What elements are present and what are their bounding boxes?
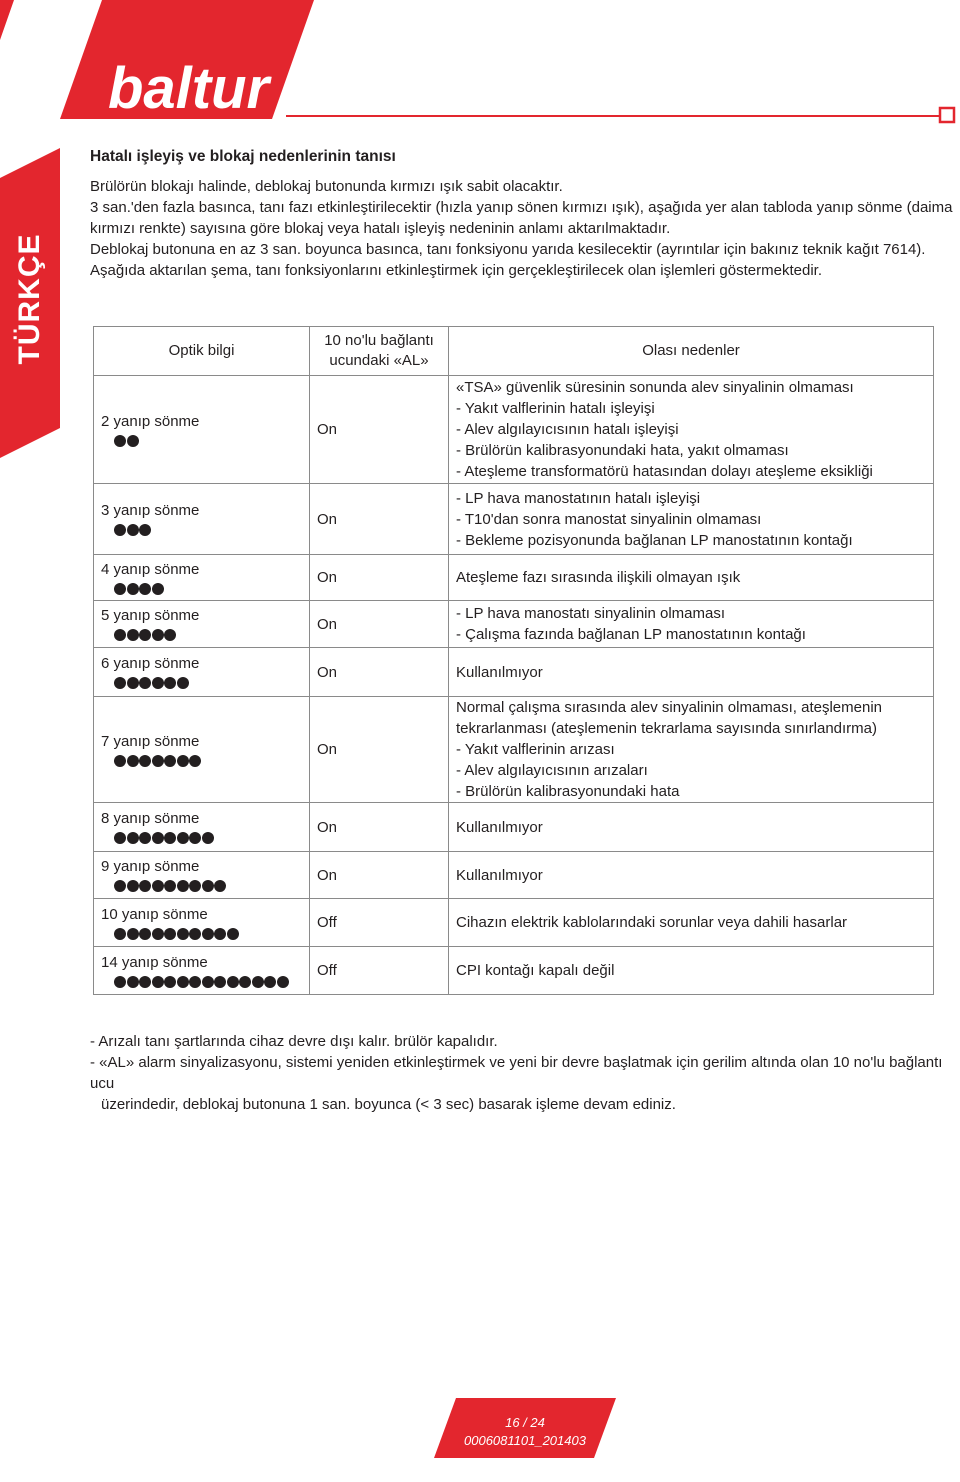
al-status-cell	[310, 648, 449, 697]
table-row	[94, 697, 934, 803]
flash-dot-icon	[227, 928, 239, 940]
flash-dot-icon	[164, 755, 176, 767]
al-status: On	[317, 510, 338, 528]
al-status-cell	[310, 947, 449, 995]
flash-dot-icon	[139, 832, 151, 844]
flash-dot-icon	[127, 928, 139, 940]
flash-dot-icon	[202, 832, 214, 844]
flash-dots	[101, 927, 309, 941]
causes-cell	[449, 899, 934, 947]
flash-dot-icon	[264, 976, 276, 988]
flash-dots	[101, 676, 309, 690]
flash-dot-icon	[139, 677, 151, 689]
flash-dot-icon	[127, 976, 139, 988]
cause-line: - Yakıt valflerinin arızası	[456, 741, 615, 758]
cause-line: - Bekleme pozisyonunda bağlanan LP manostatının kontağı	[456, 531, 853, 549]
optical-info-cell	[94, 484, 310, 555]
logo-text: baltur	[108, 56, 270, 121]
flash-dot-icon	[114, 832, 126, 844]
table-header-row	[94, 327, 934, 376]
flash-dot-icon	[127, 832, 139, 844]
table-row	[94, 852, 934, 899]
al-status: On	[317, 866, 338, 884]
flash-dot-icon	[177, 976, 189, 988]
intro-paragraph: Aşağıda aktarılan şema, tanı fonksiyonlarını etkinleştirmek için gerçekleştirilecek olan işlemleri göstermektedir.	[90, 262, 822, 279]
cause-line: - LP hava manostatının hatalı işleyişi	[456, 489, 701, 507]
flash-dot-icon	[214, 928, 226, 940]
cause-line: - Alev algılayıcısının arızaları	[456, 762, 648, 779]
flash-dot-icon	[189, 880, 201, 892]
flash-dot-icon	[114, 928, 126, 940]
note-line-continued: üzerindedir, deblokaj butonuna 1 san. boyunca (< 3 sec) basarak işleme devam ediniz.	[101, 1096, 676, 1113]
diagnostic-table	[93, 326, 934, 995]
flash-dot-icon	[164, 976, 176, 988]
flash-dot-icon	[152, 677, 164, 689]
table-row	[94, 803, 934, 852]
cause-line: Ateşleme fazı sırasında ilişkili olmayan ışık	[456, 569, 741, 586]
flash-count-label: 3 yanıp sönme	[101, 502, 200, 519]
optical-info-cell	[94, 697, 310, 803]
intro-paragraph: Deblokaj butonuna en az 3 san. boyunca basınca, tanı fonksiyonu yarıda kesilecektir (ayrıntılar için bakınız teknik kağıt 7614).	[90, 241, 926, 258]
table-row	[94, 648, 934, 697]
flash-dot-icon	[277, 976, 289, 988]
flash-dot-icon	[227, 976, 239, 988]
flash-dot-icon	[114, 755, 126, 767]
al-status: On	[317, 569, 338, 586]
flash-count-label: 7 yanıp sönme	[101, 732, 200, 750]
flash-dot-icon	[152, 755, 164, 767]
flash-dot-icon	[189, 755, 201, 767]
al-status-cell	[310, 899, 449, 947]
note-line: - «AL» alarm sinyalizasyonu, sistemi yeniden etkinleştirmek ve yeni bir devre başlatmak için gerilim altında olan 10 no'lu bağlantı ucu	[90, 1054, 943, 1092]
cause-line: Kullanılmıyor	[456, 818, 543, 836]
note-line: - Arızalı tanı şartlarında cihaz devre dışı kalır. brülör kapalıdır.	[90, 1033, 498, 1050]
flash-dot-icon	[127, 583, 139, 595]
causes-cell	[449, 852, 934, 899]
flash-dot-icon	[177, 755, 189, 767]
optical-info-cell	[94, 899, 310, 947]
flash-dot-icon	[164, 677, 176, 689]
flash-dots	[101, 975, 309, 989]
flash-dot-icon	[139, 583, 151, 595]
flash-dot-icon	[152, 583, 164, 595]
flash-dots	[101, 523, 309, 537]
cause-line: Kullanılmıyor	[456, 663, 543, 681]
causes-cell	[449, 376, 934, 484]
flash-dot-icon	[152, 629, 164, 641]
flash-dot-icon	[152, 880, 164, 892]
al-status-cell	[310, 376, 449, 484]
flash-dot-icon	[114, 880, 126, 892]
al-status: On	[317, 818, 338, 836]
al-status: On	[317, 615, 338, 633]
flash-dots	[101, 831, 309, 845]
optical-info-cell	[94, 852, 310, 899]
flash-dot-icon	[114, 629, 126, 641]
section-title: Hatalı işleyiş ve blokaj nedenlerinin tanısı	[90, 148, 396, 165]
flash-dot-icon	[127, 677, 139, 689]
optical-info-cell	[94, 376, 310, 484]
flash-dot-icon	[252, 976, 264, 988]
cause-line: - Ateşleme transformatörü hatasından dolayı ateşleme eksikliği	[456, 463, 873, 480]
flash-count-label: 8 yanıp sönme	[101, 810, 200, 827]
flash-dot-icon	[127, 524, 139, 536]
flash-dots	[101, 754, 309, 768]
flash-dot-icon	[189, 832, 201, 844]
flash-dot-icon	[139, 629, 151, 641]
flash-count-label: 6 yanıp sönme	[101, 655, 200, 672]
cause-line: CPI kontağı kapalı değil	[456, 962, 615, 979]
al-status-cell	[310, 601, 449, 648]
causes-cell	[449, 947, 934, 995]
optical-info-cell	[94, 601, 310, 648]
flash-dot-icon	[177, 928, 189, 940]
intro-section	[90, 146, 960, 281]
flash-dot-icon	[127, 880, 139, 892]
cause-line: tekrarlanması (ateşlemenin tekrarlama sayısında sınırlandırma)	[456, 720, 877, 737]
flash-dot-icon	[202, 880, 214, 892]
header-optical-info: Optik bilgi	[94, 327, 310, 376]
flash-dots	[101, 434, 309, 448]
flash-dot-icon	[177, 677, 189, 689]
flash-count-label: 10 yanıp sönme	[101, 905, 208, 923]
cause-line: - T10'dan sonra manostat sinyalinin olmaması	[456, 510, 762, 528]
flash-dot-icon	[164, 832, 176, 844]
al-status-cell	[310, 697, 449, 803]
flash-dot-icon	[152, 832, 164, 844]
flash-dot-icon	[177, 832, 189, 844]
optical-info-cell	[94, 803, 310, 852]
flash-count-label: 4 yanıp sönme	[101, 560, 200, 578]
flash-dot-icon	[127, 755, 139, 767]
page-number: 16 / 24	[505, 1415, 545, 1430]
flash-dot-icon	[239, 976, 251, 988]
flash-dot-icon	[164, 928, 176, 940]
flash-dot-icon	[114, 583, 126, 595]
al-status: Off	[317, 962, 337, 979]
flash-dot-icon	[164, 629, 176, 641]
flash-dots	[101, 628, 309, 642]
al-status: On	[317, 741, 338, 758]
optical-info-cell	[94, 555, 310, 601]
flash-dot-icon	[114, 677, 126, 689]
al-status-cell	[310, 852, 449, 899]
intro-paragraph: 3 san.'den fazla basınca, tanı fazı etkinleştirilecektir (hızla yanıp sönen kırmızı ışık), aşağıda yer alan tabloda yanıp sönme (daima kırmızı renkte) sayısına göre blokaj veya hatalı işleyiş nedeninin anlamı aktarılmaktadır.	[90, 199, 953, 237]
causes-cell	[449, 697, 934, 803]
al-status: On	[317, 663, 338, 681]
causes-cell	[449, 803, 934, 852]
optical-info-cell	[94, 648, 310, 697]
flash-count-label: 14 yanıp sönme	[101, 953, 208, 971]
header-al-terminal: 10 no'lu bağlantı ucundaki «AL»	[310, 327, 449, 376]
cause-line: - Yakıt valflerinin hatalı işleyişi	[456, 400, 655, 417]
cause-line: Kullanılmıyor	[456, 866, 543, 884]
flash-dot-icon	[139, 928, 151, 940]
flash-dot-icon	[214, 880, 226, 892]
flash-dots	[101, 879, 309, 893]
cause-line: Normal çalışma sırasında alev sinyalinin olmaması, ateşlemenin	[456, 699, 883, 716]
al-status: On	[317, 421, 338, 438]
flash-dot-icon	[139, 755, 151, 767]
cause-line: - Brülörün kalibrasyonundaki hata	[456, 783, 680, 800]
intro-paragraph: Brülörün blokajı halinde, deblokaj butonunda kırmızı ışık sabit olacaktır.	[90, 178, 563, 195]
cause-line: - LP hava manostatı sinyalinin olmaması	[456, 605, 726, 622]
flash-dot-icon	[139, 976, 151, 988]
optical-info-cell	[94, 947, 310, 995]
flash-dots	[101, 582, 309, 596]
flash-dot-icon	[114, 976, 126, 988]
document-code: 0006081101_201403	[464, 1433, 586, 1448]
flash-count-label: 5 yanıp sönme	[101, 607, 200, 624]
table-row	[94, 555, 934, 601]
cause-line: «TSA» güvenlik süresinin sonunda alev sinyalinin olmaması	[456, 379, 854, 396]
flash-dot-icon	[152, 976, 164, 988]
cause-line: Cihazın elektrik kablolarındaki sorunlar veya dahili hasarlar	[456, 914, 848, 931]
flash-dot-icon	[127, 629, 139, 641]
language-tab-label: TÜRKÇE	[13, 233, 46, 365]
header-possible-causes: Olası nedenler	[449, 327, 934, 376]
flash-dot-icon	[164, 880, 176, 892]
cause-line: - Brülörün kalibrasyonundaki hata, yakıt olmaması	[456, 442, 789, 459]
al-status-cell	[310, 484, 449, 555]
brand-logo	[0, 0, 960, 130]
flash-dot-icon	[114, 435, 126, 447]
table-row	[94, 484, 934, 555]
al-status-cell	[310, 803, 449, 852]
flash-dot-icon	[139, 880, 151, 892]
causes-cell	[449, 484, 934, 555]
flash-dot-icon	[127, 435, 139, 447]
flash-dot-icon	[189, 928, 201, 940]
flash-dot-icon	[139, 524, 151, 536]
causes-cell	[449, 648, 934, 697]
flash-dot-icon	[152, 928, 164, 940]
flash-dot-icon	[202, 976, 214, 988]
cause-line: - Alev algılayıcısının hatalı işleyişi	[456, 421, 679, 438]
flash-dot-icon	[214, 976, 226, 988]
table-row	[94, 376, 934, 484]
flash-dot-icon	[189, 976, 201, 988]
flash-dot-icon	[202, 928, 214, 940]
causes-cell	[449, 601, 934, 648]
table-row	[94, 899, 934, 947]
flash-dot-icon	[177, 880, 189, 892]
al-status-cell	[310, 555, 449, 601]
al-status: Off	[317, 914, 337, 931]
table-row	[94, 947, 934, 995]
flash-count-label: 9 yanıp sönme	[101, 858, 200, 875]
notes-section	[90, 1031, 950, 1115]
causes-cell	[449, 555, 934, 601]
flash-dot-icon	[114, 524, 126, 536]
cause-line: - Çalışma fazında bağlanan LP manostatının kontağı	[456, 626, 806, 643]
flash-count-label: 2 yanıp sönme	[101, 412, 200, 430]
table-row	[94, 601, 934, 648]
